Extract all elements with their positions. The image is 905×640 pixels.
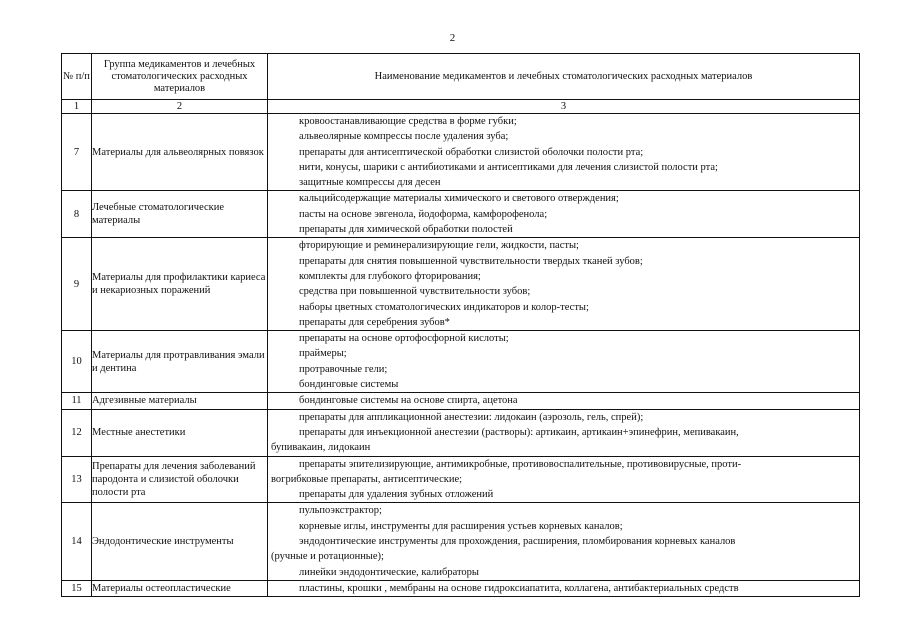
list-item: корневые иглы, инструменты для расширения устьев корневых каналов;	[299, 520, 623, 532]
column-number-1: 1	[62, 100, 92, 114]
row-number: 9	[62, 238, 92, 331]
list-item: фторирующие и реминерализирующие гели, жидкости, пасты;	[299, 240, 579, 252]
row-number: 11	[62, 393, 92, 409]
list-item: средства при повышенной чувствительности зубов;	[299, 286, 531, 298]
row-group: Материалы для профилактики кариеса и некариозных поражений	[92, 238, 268, 331]
list-item: наборы цветных стоматологических индикаторов и колор-тесты;	[299, 301, 589, 313]
list-item: комплекты для глубокого фторирования;	[299, 270, 481, 282]
list-item: препараты эпителизирующие, антимикробные, противовоспалительные, противовирусные, проти-	[299, 458, 742, 470]
row-group: Лечебные стоматологические материалы	[92, 191, 268, 238]
list-item: пасты на основе эвгенола, йодоформа, камфорофенола;	[299, 208, 548, 220]
header-number: № п/п	[62, 54, 92, 100]
row-group: Материалы остеопластические	[92, 580, 268, 596]
row-group: Адгезивные материалы	[92, 393, 268, 409]
table-row	[62, 409, 860, 456]
list-item: препараты для удаления зубных отложений	[299, 489, 494, 501]
list-item: пульпоэкстрактор;	[299, 505, 382, 517]
row-number: 13	[62, 456, 92, 503]
table-row	[62, 331, 860, 393]
row-items	[268, 331, 860, 393]
list-item: линейки эндодонтические, калибраторы	[299, 566, 479, 578]
table-row	[62, 238, 860, 331]
row-items	[268, 114, 860, 191]
row-number: 10	[62, 331, 92, 393]
list-item: нити, конусы, шарики с антибиотиками и антисептиками для лечения слизистой полости рта;	[299, 161, 718, 173]
list-item: кровоостанавливающие средства в форме губки;	[299, 116, 517, 127]
list-item: препараты для химической обработки полостей	[299, 224, 513, 236]
row-group: Эндодонтические инструменты	[92, 503, 268, 580]
table-row	[62, 580, 860, 596]
table-row	[62, 503, 860, 580]
list-item: препараты для серебрения зубов*	[299, 316, 450, 328]
list-item: препараты для аппликационной анестезии: лидокаин (аэрозоль, гель, спрей);	[299, 411, 644, 423]
list-item: вогрибковые препараты, антисептические;	[271, 473, 463, 485]
column-number-3: 3	[268, 100, 860, 114]
row-number: 8	[62, 191, 92, 238]
table-header-row	[62, 54, 860, 100]
list-item: альвеолярные компрессы после удаления зуба;	[299, 131, 509, 143]
list-item: препараты для инъекционной анестезии (растворы): артикаин, артикаин+эпинефрин, мепивакаин,	[299, 426, 739, 438]
row-items	[268, 393, 860, 409]
row-number: 15	[62, 580, 92, 596]
list-item: защитные компрессы для десен	[299, 177, 441, 189]
list-item: бупивакаин, лидокаин	[271, 442, 371, 454]
row-group: Препараты для лечения заболеваний пародонта и слизистой оболочки полости рта	[92, 456, 268, 503]
row-items	[268, 580, 860, 596]
list-item: протравочные гели;	[299, 363, 388, 375]
row-group: Местные анестетики	[92, 409, 268, 456]
list-item: препараты для снятия повышенной чувствительности твердых тканей зубов;	[299, 255, 643, 267]
column-numbers-row	[62, 100, 860, 114]
header-name: Наименование медикаментов и лечебных стоматологических расходных материалов	[268, 54, 860, 100]
table-row	[62, 114, 860, 191]
row-items	[268, 409, 860, 456]
row-number: 14	[62, 503, 92, 580]
table-row	[62, 456, 860, 503]
row-number: 12	[62, 409, 92, 456]
column-number-2: 2	[92, 100, 268, 114]
header-group: Группа медикаментов и лечебных стоматологических расходных материалов	[92, 54, 268, 100]
row-group: Материалы для протравливания эмали и дентина	[92, 331, 268, 393]
row-items	[268, 503, 860, 580]
list-item: праймеры;	[299, 348, 347, 360]
page-number: 2	[449, 32, 456, 44]
list-item: пластины, крошки , мембраны на основе гидроксиапатита, коллагена, антибактериальных средств	[299, 582, 739, 594]
row-items	[268, 456, 860, 503]
list-item: бондинговые системы на основе спирта, ацетона	[299, 395, 518, 407]
row-items	[268, 238, 860, 331]
list-item: препараты для антисептической обработки слизистой оболочки полости рта;	[299, 146, 644, 158]
list-item: (ручные и ротационные);	[271, 551, 384, 563]
list-item: бондинговые системы	[299, 379, 399, 391]
list-item: препараты на основе ортофосфорной кислоты;	[299, 333, 509, 345]
list-item: эндодонтические инструменты для прохождения, расширения, пломбирования корневых каналов	[299, 536, 736, 548]
row-number: 7	[62, 114, 92, 191]
list-item: кальцийсодержащие материалы химического и светового отверждения;	[299, 193, 619, 205]
row-group: Материалы для альвеолярных повязок	[92, 114, 268, 191]
table-row	[62, 191, 860, 238]
table-row	[62, 393, 860, 409]
row-items	[268, 191, 860, 238]
medications-table	[61, 53, 860, 597]
